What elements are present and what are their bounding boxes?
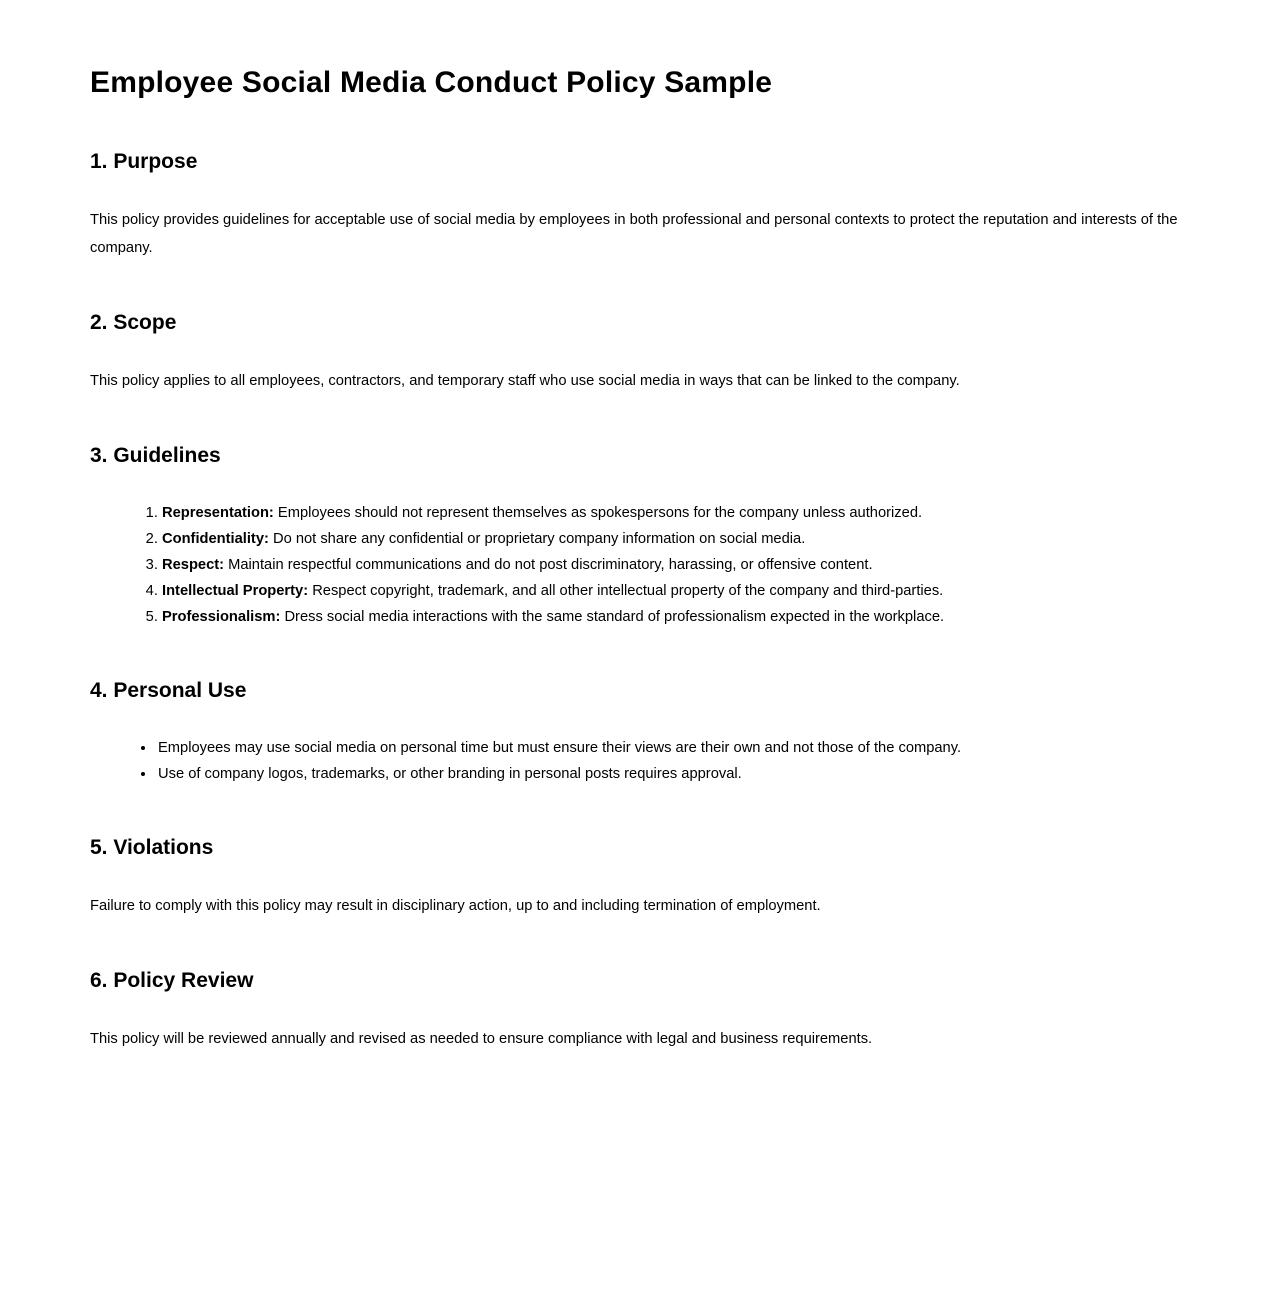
guidelines-item-representation: [162, 500, 1188, 526]
personal-use-item: [156, 761, 1188, 787]
section-paragraph-scope: This policy applies to all employees, contractors, and temporary staff who use social media in ways that can be linked to the company.: [90, 373, 960, 389]
guidelines-item-text: Dress social media interactions with the same standard of professionalism expected in the workplace.: [284, 609, 945, 625]
guidelines-item-term: Professionalism:: [162, 609, 281, 625]
section-heading-personal-use: 4. Personal Use: [90, 679, 247, 702]
guidelines-list: [90, 500, 1188, 630]
section-heading-violations: 5. Violations: [90, 836, 214, 859]
personal-use-list: [90, 735, 1188, 787]
guidelines-item-text: Employees should not represent themselves as spokespersons for the company unless authorized.: [277, 505, 923, 521]
guidelines-item-text: Do not share any confidential or proprietary company information on social media.: [272, 531, 806, 547]
section-heading-purpose: 1. Purpose: [90, 150, 198, 173]
guidelines-item-text: Respect copyright, trademark, and all other intellectual property of the company and third-parties.: [312, 583, 944, 599]
section-paragraph-purpose: This policy provides guidelines for acceptable use of social media by employees in both professional and personal contexts to protect the reputation and interests of the company.: [90, 212, 1178, 256]
guidelines-item-term: Representation:: [162, 505, 274, 521]
section-heading-scope: 2. Scope: [90, 311, 177, 334]
guidelines-item-intellectual-property: [162, 578, 1188, 604]
section-purpose: [90, 149, 1188, 262]
guidelines-item-term: Respect:: [162, 557, 225, 573]
document-title-text: Employee Social Media Conduct Policy Sample: [90, 66, 773, 99]
guidelines-item-text: Maintain respectful communications and do not post discriminatory, harassing, or offensive content.: [228, 557, 873, 573]
document-title: [90, 65, 1188, 101]
section-paragraph-violations: Failure to comply with this policy may result in disciplinary action, up to and including termination of employment.: [90, 898, 821, 914]
section-heading-guidelines: 3. Guidelines: [90, 444, 221, 467]
section-scope: [90, 310, 1188, 395]
section-policy-review: [90, 968, 1188, 1053]
personal-use-item-text: Use of company logos, trademarks, or other branding in personal posts requires approval.: [158, 766, 742, 782]
section-heading-policy-review: 6. Policy Review: [90, 969, 254, 992]
guidelines-item-respect: [162, 552, 1188, 578]
section-paragraph-policy-review: This policy will be reviewed annually and revised as needed to ensure compliance with legal and business requirements.: [90, 1031, 873, 1047]
personal-use-item: [156, 735, 1188, 761]
section-guidelines: [90, 443, 1188, 630]
section-violations: [90, 835, 1188, 920]
section-personal-use: [90, 678, 1188, 787]
personal-use-item-text: Employees may use social media on personal time but must ensure their views are their own and not those of the company.: [158, 740, 962, 756]
guidelines-item-term: Intellectual Property:: [162, 583, 309, 599]
guidelines-item-professionalism: [162, 604, 1188, 630]
guidelines-item-confidentiality: [162, 526, 1188, 552]
guidelines-item-term: Confidentiality:: [162, 531, 269, 547]
